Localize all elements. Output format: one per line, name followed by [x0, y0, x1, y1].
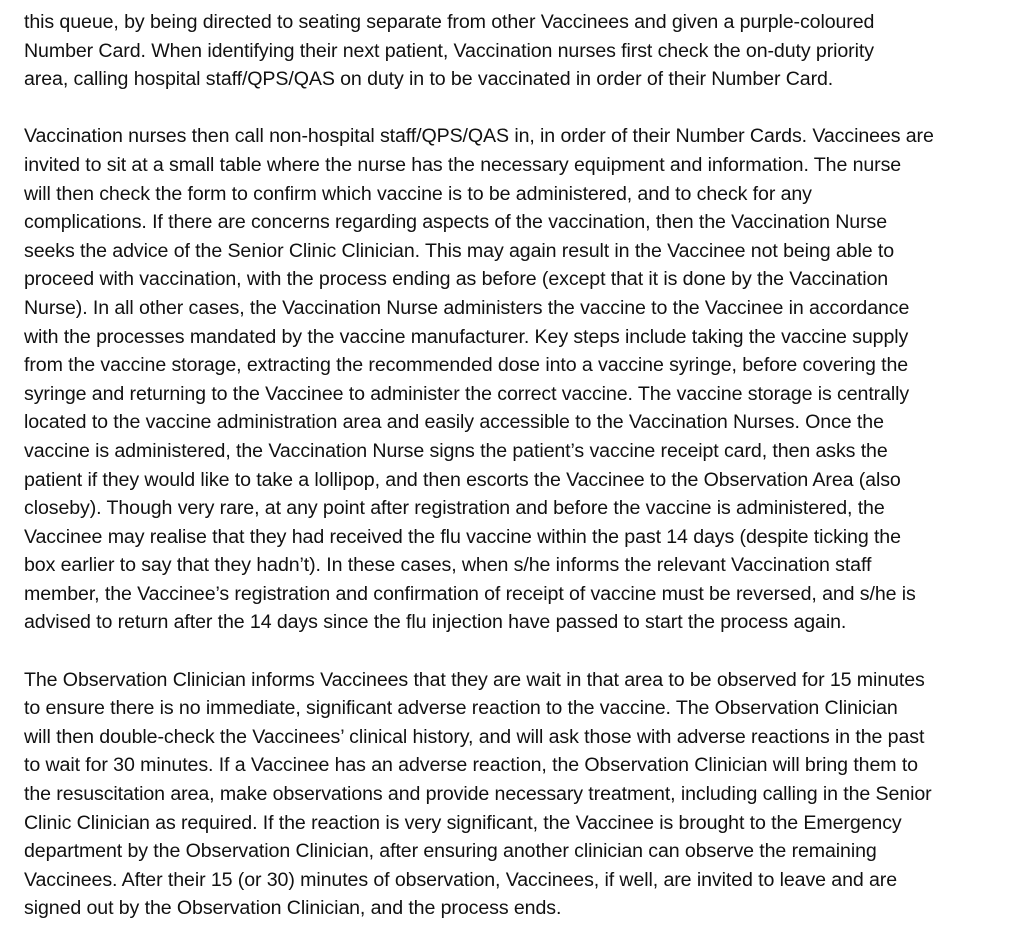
text-line: Number Card. When identifying their next patient, Vaccination nurses first check the on-duty priority	[24, 39, 874, 62]
text-line: located to the vaccine administration area and easily accessible to the Vaccination Nurses. Once the	[24, 411, 884, 434]
text-line: patient if they would like to take a lollipop, and then escorts the Vaccinee to the Observation Area (also	[24, 468, 901, 491]
text-line: to wait for 30 minutes. If a Vaccinee has an adverse reaction, the Observation Clinician will bring them to	[24, 754, 918, 777]
text-line: department by the Observation Clinician, after ensuring another clinician can observe the remaining	[24, 840, 877, 863]
text-line: area, calling hospital staff/QPS/QAS on duty in to be vaccinated in order of their Number Card.	[24, 68, 834, 91]
text-line: will then double-check the Vaccinees’ clinical history, and will ask those with adverse reactions in the past	[24, 725, 925, 748]
paragraph-vaccination-process	[24, 122, 1004, 637]
paragraph-observation	[24, 666, 1004, 923]
text-line: proceed with vaccination, with the process ending as before (except that it is done by the Vaccination	[24, 268, 889, 291]
paragraph-priority-queue	[24, 8, 1004, 94]
text-line: this queue, by being directed to seating separate from other Vaccinees and given a purple-coloured	[24, 11, 875, 33]
text-line: Vaccinees. After their 15 (or 30) minutes of observation, Vaccinees, if well, are invited to leave and are	[24, 868, 898, 891]
text-line: from the vaccine storage, extracting the recommended dose into a vaccine syringe, before covering the	[24, 354, 909, 377]
text-line: closeby). Though very rare, at any point after registration and before the vaccine is administered, the	[24, 497, 885, 520]
text-line: The Observation Clinician informs Vaccinees that they are wait in that area to be observed for 15 minutes	[24, 668, 925, 691]
text-line: advised to return after the 14 days since the flu injection have passed to start the process again.	[24, 611, 847, 634]
text-line: member, the Vaccinee’s registration and confirmation of receipt of vaccine must be reversed, and s/he is	[24, 582, 916, 605]
text-line: the resuscitation area, make observations and provide necessary treatment, including calling in the Senior	[24, 783, 932, 806]
text-line: box earlier to say that they hadn’t). In these cases, when s/he informs the relevant Vaccination staff	[24, 554, 872, 577]
text-line: seeks the advice of the Senior Clinic Clinician. This may again result in the Vaccinee not being able to	[24, 239, 894, 262]
text-line: Clinic Clinician as required. If the reaction is very significant, the Vaccinee is brought to the Emergency	[24, 811, 902, 834]
text-line: invited to sit at a small table where the nurse has the necessary equipment and information. The nurse	[24, 153, 902, 176]
text-line: Nurse). In all other cases, the Vaccination Nurse administers the vaccine to the Vaccinee in accordance	[24, 296, 910, 319]
text-line: signed out by the Observation Clinician, and the process ends.	[24, 897, 562, 920]
text-line: with the processes mandated by the vaccine manufacturer. Key steps include taking the vaccine supply	[24, 325, 909, 348]
text-line: vaccine is administered, the Vaccination Nurse signs the patient’s vaccine receipt card, then asks the	[24, 439, 888, 462]
text-line: to ensure there is no immediate, significant adverse reaction to the vaccine. The Observation Clinician	[24, 697, 898, 720]
text-line: will then check the form to confirm which vaccine is to be administered, and to check for any	[24, 182, 812, 205]
document-body	[24, 8, 1004, 923]
text-line: Vaccination nurses then call non-hospital staff/QPS/QAS in, in order of their Number Cards. Vaccinees are	[24, 125, 934, 148]
text-line: complications. If there are concerns regarding aspects of the vaccination, then the Vaccination Nurse	[24, 211, 888, 234]
text-line: syringe and returning to the Vaccinee to administer the correct vaccine. The vaccine storage is centrally	[24, 382, 910, 405]
text-line: Vaccinee may realise that they had received the flu vaccine within the past 14 days (despite ticking the	[24, 525, 901, 548]
